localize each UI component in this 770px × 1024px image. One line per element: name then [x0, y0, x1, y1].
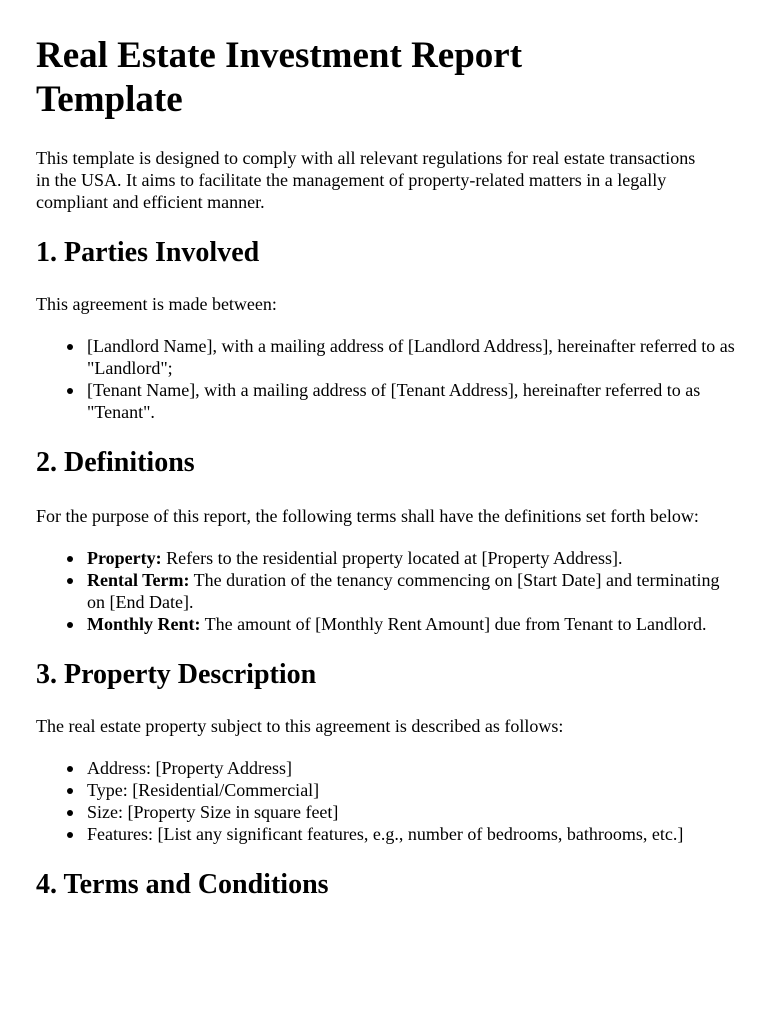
definition-term: Rental Term: — [87, 570, 190, 590]
section-heading-parties: 1. Parties Involved — [36, 237, 260, 268]
list-item — [87, 547, 737, 569]
document-title: Real Estate Investment Report Template — [36, 35, 523, 120]
definition-term: Monthly Rent: — [87, 614, 201, 634]
section-heading-property-description: 3. Property Description — [36, 659, 317, 690]
definitions-lead: For the purpose of this report, the following terms shall have the definitions set forth below: — [36, 506, 699, 526]
list-item: [Landlord Name], with a mailing address of [Landlord Address], hereinafter referred to as "Landlord"; — [87, 335, 737, 379]
definition-text: The duration of the tenancy commencing on [Start Date] and terminating on [End Date]. — [87, 570, 720, 612]
list-item: Address: [Property Address] — [87, 757, 747, 779]
parties-list — [36, 335, 737, 423]
parties-lead: This agreement is made between: — [36, 294, 277, 314]
definition-text: Refers to the residential property located at [Property Address]. — [161, 548, 623, 568]
list-item: Features: [List any significant features, e.g., number of bedrooms, bathrooms, etc.] — [87, 823, 747, 845]
description-lead: The real estate property subject to this agreement is described as follows: — [36, 716, 564, 736]
list-item: Size: [Property Size in square feet] — [87, 801, 747, 823]
list-item — [87, 613, 737, 635]
section-heading-definitions: 2. Definitions — [36, 447, 195, 478]
list-item: Type: [Residential/Commercial] — [87, 779, 747, 801]
definition-term: Property: — [87, 548, 162, 568]
description-list — [36, 757, 747, 845]
definition-text: The amount of [Monthly Rent Amount] due from Tenant to Landlord. — [200, 614, 707, 634]
list-item: [Tenant Name], with a mailing address of [Tenant Address], hereinafter referred to as "Tenant". — [87, 379, 737, 423]
section-heading-terms: 4. Terms and Conditions — [36, 869, 329, 900]
list-item — [87, 569, 737, 613]
intro-paragraph: This template is designed to comply with all relevant regulations for real estate transactions in the USA. It aims to facilitate the management of property-related matters in a legally compliant and efficient manner. — [36, 148, 696, 212]
definitions-list — [36, 547, 737, 635]
